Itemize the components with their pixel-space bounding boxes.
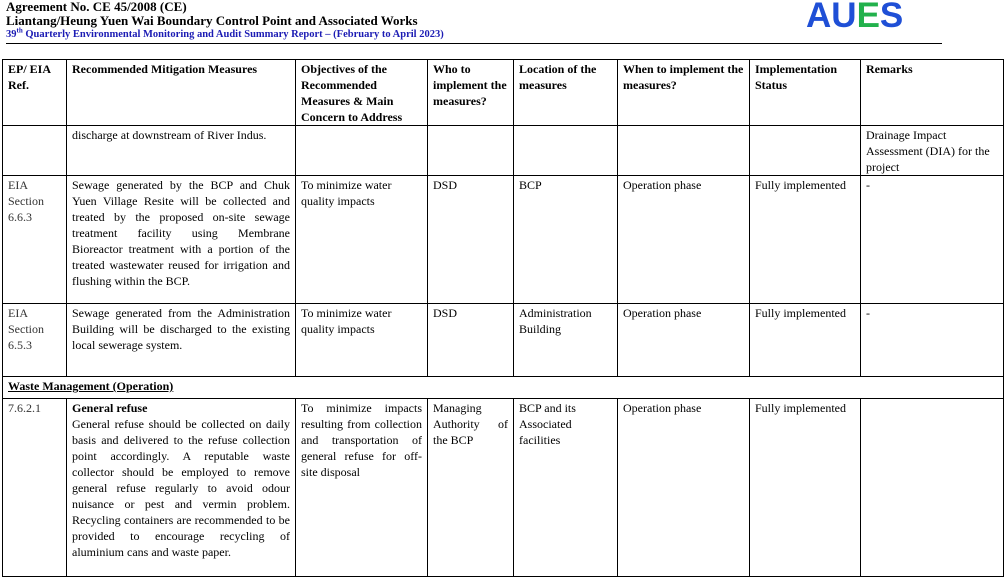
mitigation-measures-table (2, 59, 1004, 577)
section-row (3, 377, 1004, 399)
cell-measure (67, 399, 296, 577)
table-row (3, 304, 1004, 377)
cell-location (514, 126, 618, 176)
cell-ref: EIA Section 6.5.3 (3, 304, 67, 377)
cell-measure: Sewage generated from the Administration Building will be discharged to the existing local sewerage system. (67, 304, 296, 377)
cell-remarks: - (861, 176, 1004, 304)
cell-when: Operation phase (618, 399, 750, 577)
cell-measure: Sewage generated by the BCP and Chuk Yuen Village Resite will be collected and treated by the proposed on-site sewage treatment facility using Membrane Bioreactor treatment with a portion of the treated wastewater reused for irrigation and flushing within the BCP. (67, 176, 296, 304)
report-title: 39th Quarterly Environmental Monitoring and Audit Summary Report – (February to April 2023) (6, 26, 444, 40)
cell-when (618, 126, 750, 176)
cell-location: BCP and its Associated facilities (514, 399, 618, 577)
cell-who: DSD (428, 304, 514, 377)
cell-ref: 7.6.2.1 (3, 399, 67, 577)
cell-remarks (861, 399, 1004, 577)
aues-logo: AUES (806, 0, 904, 35)
table-row (3, 176, 1004, 304)
project-title: Liantang/Heung Yuen Wai Boundary Control Point and Associated Works (6, 13, 418, 28)
col-header-who: Who to implement the measures? (428, 60, 514, 126)
col-header-status: Implementation Status (750, 60, 861, 126)
table-header-row (3, 60, 1004, 126)
cell-measure: discharge at downstream of River Indus. (67, 126, 296, 176)
cell-status (750, 126, 861, 176)
cell-when: Operation phase (618, 304, 750, 377)
agreement-number: Agreement No. CE 45/2008 (CE) (6, 0, 187, 14)
measure-text: General refuse should be collected on daily basis and delivered to the refuse collection point accordingly. A reputable waste collector should be employed to remove general refuse regularly to avoid odour nuisance or pest and vermin problem. Recycling containers are recommended to be provided to encourage recycling of aluminium cans and waste paper. (72, 417, 290, 559)
cell-ref (3, 126, 67, 176)
cell-objective: To minimize impacts resulting from collection and transportation of general refuse for off-site disposal (296, 399, 428, 577)
cell-who: Managing Authority of the BCP (428, 399, 514, 577)
cell-status: Fully implemented (750, 304, 861, 377)
cell-location: Administration Building (514, 304, 618, 377)
cell-location: BCP (514, 176, 618, 304)
cell-who: DSD (428, 176, 514, 304)
col-header-objectives: Objectives of the Recommended Measures & Main Concern to Address (296, 60, 428, 126)
cell-objective: To minimize water quality impacts (296, 176, 428, 304)
cell-objective: To minimize water quality impacts (296, 304, 428, 377)
cell-status: Fully implemented (750, 176, 861, 304)
cell-remarks: - (861, 304, 1004, 377)
table-row (3, 399, 1004, 577)
table-row (3, 126, 1004, 176)
cell-who (428, 126, 514, 176)
cell-when: Operation phase (618, 176, 750, 304)
col-header-remarks: Remarks (861, 60, 1004, 126)
col-header-ref: EP/ EIA Ref. (3, 60, 67, 126)
col-header-when: When to implement the measures? (618, 60, 750, 126)
cell-ref: EIA Section 6.6.3 (3, 176, 67, 304)
cell-remarks: Drainage Impact Assessment (DIA) for the project (861, 126, 1004, 176)
cell-status: Fully implemented (750, 399, 861, 577)
col-header-measures: Recommended Mitigation Measures (67, 60, 296, 126)
col-header-location: Location of the measures (514, 60, 618, 126)
header-divider (6, 43, 942, 44)
document-header (6, 0, 946, 44)
measure-title: General refuse (72, 401, 148, 415)
section-title: Waste Management (Operation) (3, 377, 1004, 399)
report-period: (February to April 2023) (333, 29, 444, 40)
cell-objective (296, 126, 428, 176)
